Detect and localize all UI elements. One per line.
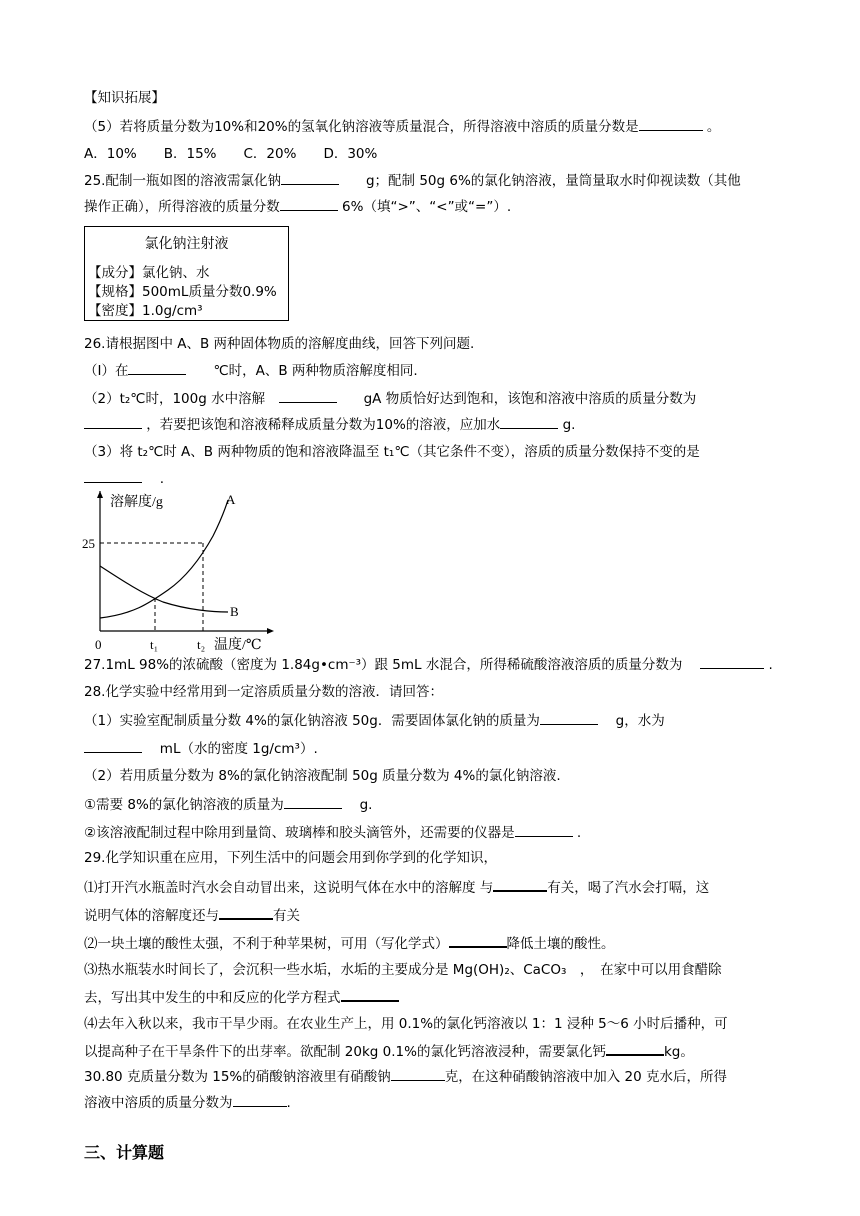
saline-label-box xyxy=(84,226,289,321)
label-composition: 【成分】氯化钠、水 xyxy=(88,265,210,281)
question-28-2-1: ①需要 8%的氯化钠溶液的质量为 g. xyxy=(84,794,372,815)
label-spec: 【规格】500mL质量分数0.9% xyxy=(88,284,277,300)
chart-xlabel: 温度/℃ xyxy=(214,638,262,653)
question-28-1-line1: （1）实验室配制质量分数 4%的氯化钠溶液 50g．需要固体氯化钠的质量为 g，水为 xyxy=(84,710,665,731)
question-29-1-line2: 说明气体的溶解度还与 有关 xyxy=(84,904,300,926)
question-29-3-line1: ⑶热水瓶装水时间长了，会沉积一些水垢，水垢的主要成分是 Mg(OH)₂、CaCO₃ ， 在家中可以用食醋除 xyxy=(84,962,722,978)
question-26-3-line1: （3）将 t₂℃时 A、B 两种物质的饱和溶液降温至 t₁℃（其它条件不变），溶质的质量分数保持不变的是 xyxy=(84,444,700,460)
question-29-2: ⑵一块土壤的酸性太强，不利于种苹果树，可用（写化学式） 降低土壤的酸性。 xyxy=(84,932,615,954)
x-tick-t1: t₁ xyxy=(150,637,159,652)
x-axis-arrow xyxy=(267,628,274,634)
x-tick-0: 0 xyxy=(95,637,102,652)
y-tick-25: 25 xyxy=(82,536,95,551)
question-29: 29.化学知识重在应用，下列生活中的问题会用到你学到的化学知识， xyxy=(84,850,497,866)
question-25-line2: 操作正确），所得溶液的质量分数 6%（填“>”、“<”或“=”）. xyxy=(84,196,511,217)
question-26-2-line1: （2）t₂℃时，100g 水中溶解 gA 物质恰好达到饱和，该饱和溶液中溶质的质量分数为 xyxy=(84,388,696,409)
solubility-chart xyxy=(82,486,288,658)
curve-a-label: A xyxy=(226,492,236,507)
curve-b xyxy=(100,566,228,612)
question-26-1: （I）在 ℃时，A、B 两种物质溶解度相同. xyxy=(84,360,418,381)
question-29-4-line1: ⑷去年入秋以来，我市干旱少雨。在农业生产上，用 0.1%的氯化钙溶液以 1：1 浸种 5～6 小时后播种，可 xyxy=(84,1016,728,1032)
question-29-1-line1: ⑴打开汽水瓶盖时汽水会自动冒出来，这说明气体在水中的溶解度 与 有关，喝了汽水会打嗝，这 xyxy=(84,876,709,898)
question-28-2-2: ②该溶液配制过程中除用到量筒、玻璃棒和胶头滴管外，还需要的仪器是 . xyxy=(84,822,581,843)
question-30-line1: 30.80 克质量分数为 15%的硝酸钠溶液里有硝酸钠 克，在这种硝酸钠溶液中加入 20 克水后，所得 xyxy=(84,1066,727,1087)
question-5: （5）若将质量分数为10%和20%的氢氧化钠溶液等质量混合，所得溶液中溶质的质量分数是 。 xyxy=(84,116,720,137)
chart-ylabel: 溶解度/g xyxy=(110,495,163,510)
curve-a xyxy=(100,500,228,618)
question-28-2: （2）若用质量分数为 8%的氯化钠溶液配制 50g 质量分数为 4%的氯化钠溶液. xyxy=(84,768,561,784)
question-26: 26.请根据图中 A、B 两种固体物质的溶解度曲线，回答下列问题. xyxy=(84,336,475,352)
x-tick-t2: t₂ xyxy=(197,637,206,652)
section-3-heading: 三、计算题 xyxy=(84,1143,165,1162)
question-28-1-line2: mL（水的密度 1g/cm³）. xyxy=(84,738,318,759)
label-title: 氯化钠注射液 xyxy=(144,236,229,252)
question-28: 28.化学实验中经常用到一定溶质质量分数的溶液．请回答： xyxy=(84,684,443,700)
question-29-4-line2: 以提高种子在干旱条件下的出芽率。欲配制 20kg 0.1%的氯化钙溶液浸种，需要氯化钙 kg。 xyxy=(84,1040,694,1062)
question-26-2-line2: ，若要把该饱和溶液稀释成质量分数为10%的溶液，应加水 g. xyxy=(84,414,575,435)
question-29-3-line2: 去，写出其中发生的中和反应的化学方程式 xyxy=(84,986,399,1008)
question-27: 27.1mL 98%的浓硫酸（密度为 1.84g•cm⁻³）跟 5mL 水混合，所得稀硫酸溶液溶质的质量分数为 . xyxy=(84,654,773,675)
question-26-3-line2: . xyxy=(84,468,164,489)
question-25-line1: 25.配制一瓶如图的溶液需氯化钠 g；配制 50g 6%的氯化钠溶液，量筒量取水时仰视读数（其他 xyxy=(84,170,741,191)
question-5-options: A．10% B．15% C．20% D．30% xyxy=(84,146,378,162)
question-30-line2: 溶液中溶质的质量分数为 . xyxy=(84,1092,291,1113)
curve-b-label: B xyxy=(230,604,239,619)
label-density: 【密度】1.0g/cm³ xyxy=(88,303,203,319)
y-axis-arrow xyxy=(97,491,103,498)
knowledge-expansion-heading: 【知识拓展】 xyxy=(84,90,165,106)
